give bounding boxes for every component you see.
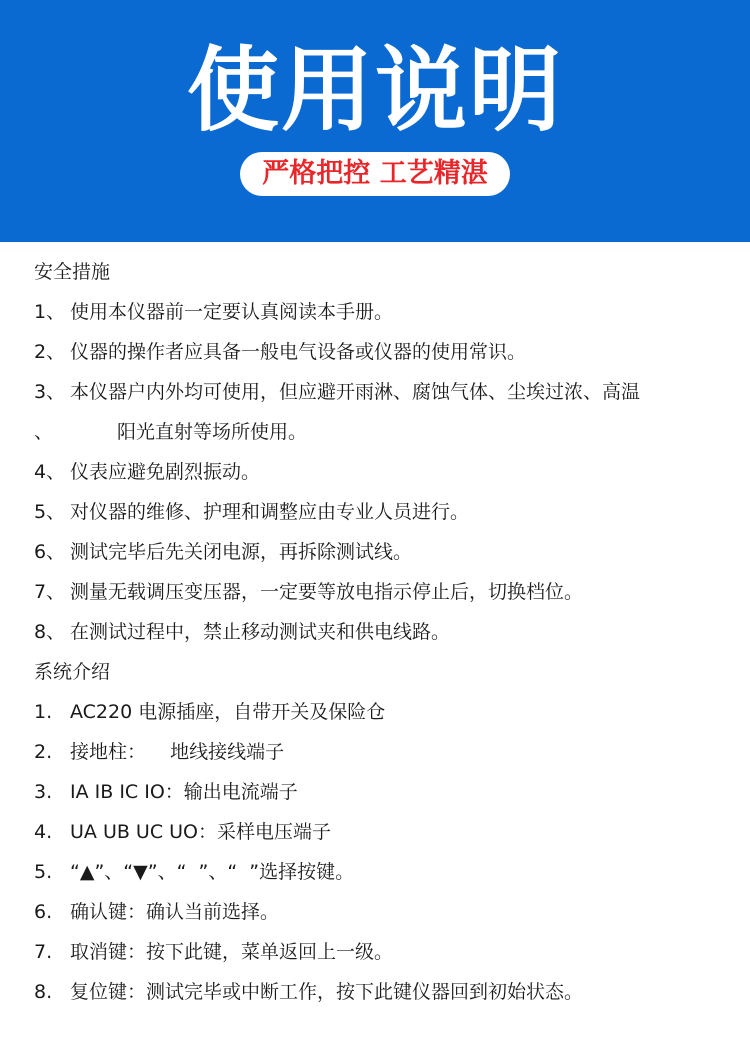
safety-item <box>34 492 724 532</box>
item-text: 取消键：按下此键，菜单返回上一级。 <box>70 941 394 963</box>
item-text: 测量无载调压变压器，一定要等放电指示停止后，切换档位。 <box>70 581 584 603</box>
item-text: 使用本仪器前一定要认真阅读本手册。 <box>70 301 394 323</box>
item-number: 5、 <box>34 501 66 523</box>
item-number: 2. <box>34 741 53 763</box>
item-text: 复位键：测试完毕或中断工作，按下此键仪器回到初始状态。 <box>70 981 584 1003</box>
item-text: 确认键：确认当前选择。 <box>70 901 280 923</box>
item-number: 、 <box>34 421 54 443</box>
item-text: “▲”、“▼”、“ ”、“ ”选择按键。 <box>70 861 355 883</box>
system-item <box>34 972 724 1012</box>
header-banner <box>0 0 750 242</box>
safety-item <box>34 532 724 572</box>
item-number: 1、 <box>34 301 66 323</box>
item-text: IA IB IC IO：输出电流端子 <box>70 781 298 803</box>
item-text: 接地柱： 地线接线端子 <box>70 741 285 763</box>
item-text: UA UB UC UO：采样电压端子 <box>70 821 331 843</box>
item-number: 4. <box>34 821 53 843</box>
item-text: 测试完毕后先关闭电源，再拆除测试线。 <box>70 541 413 563</box>
safety-item <box>34 612 724 652</box>
item-number: 4、 <box>34 461 66 483</box>
system-item <box>34 932 724 972</box>
safety-item <box>34 292 724 332</box>
system-item <box>34 892 724 932</box>
page-title: 使用说明 <box>186 37 563 144</box>
item-number: 3. <box>34 781 53 803</box>
system-item <box>34 732 724 772</box>
item-text: 在测试过程中，禁止移动测试夹和供电线路。 <box>70 621 451 643</box>
item-text: 仪器的操作者应具备一般电气设备或仪器的使用常识。 <box>70 341 527 363</box>
system-item <box>34 852 724 892</box>
tagline-badge: 严格把控 工艺精湛 <box>240 152 510 196</box>
section-heading-safety: 安全措施 <box>34 261 111 283</box>
item-number: 8. <box>34 981 53 1003</box>
safety-item <box>34 572 724 612</box>
section-heading-system: 系统介绍 <box>34 661 111 683</box>
item-number: 7. <box>34 941 53 963</box>
system-item <box>34 812 724 852</box>
item-text: 对仪器的维修、护理和调整应由专业人员进行。 <box>70 501 470 523</box>
system-item <box>34 692 724 732</box>
item-text: 本仪器户内外均可使用，但应避开雨淋、腐蚀气体、尘埃过浓、高温 <box>70 381 641 403</box>
item-number: 2、 <box>34 341 66 363</box>
item-number: 8、 <box>34 621 66 643</box>
item-text: 阳光直射等场所使用。 <box>117 421 308 443</box>
item-number: 6. <box>34 901 53 923</box>
safety-item <box>34 372 724 412</box>
safety-item <box>34 332 724 372</box>
item-text: 仪表应避免剧烈振动。 <box>70 461 261 483</box>
item-number: 1. <box>34 701 53 723</box>
system-item <box>34 772 724 812</box>
safety-item <box>34 452 724 492</box>
item-number: 5. <box>34 861 53 883</box>
item-number: 6、 <box>34 541 66 563</box>
item-number: 3、 <box>34 381 66 403</box>
safety-item-continuation <box>34 412 724 452</box>
manual-content <box>34 252 724 1012</box>
item-text: AC220 电源插座，自带开关及保险仓 <box>70 701 386 723</box>
item-number: 7、 <box>34 581 66 603</box>
